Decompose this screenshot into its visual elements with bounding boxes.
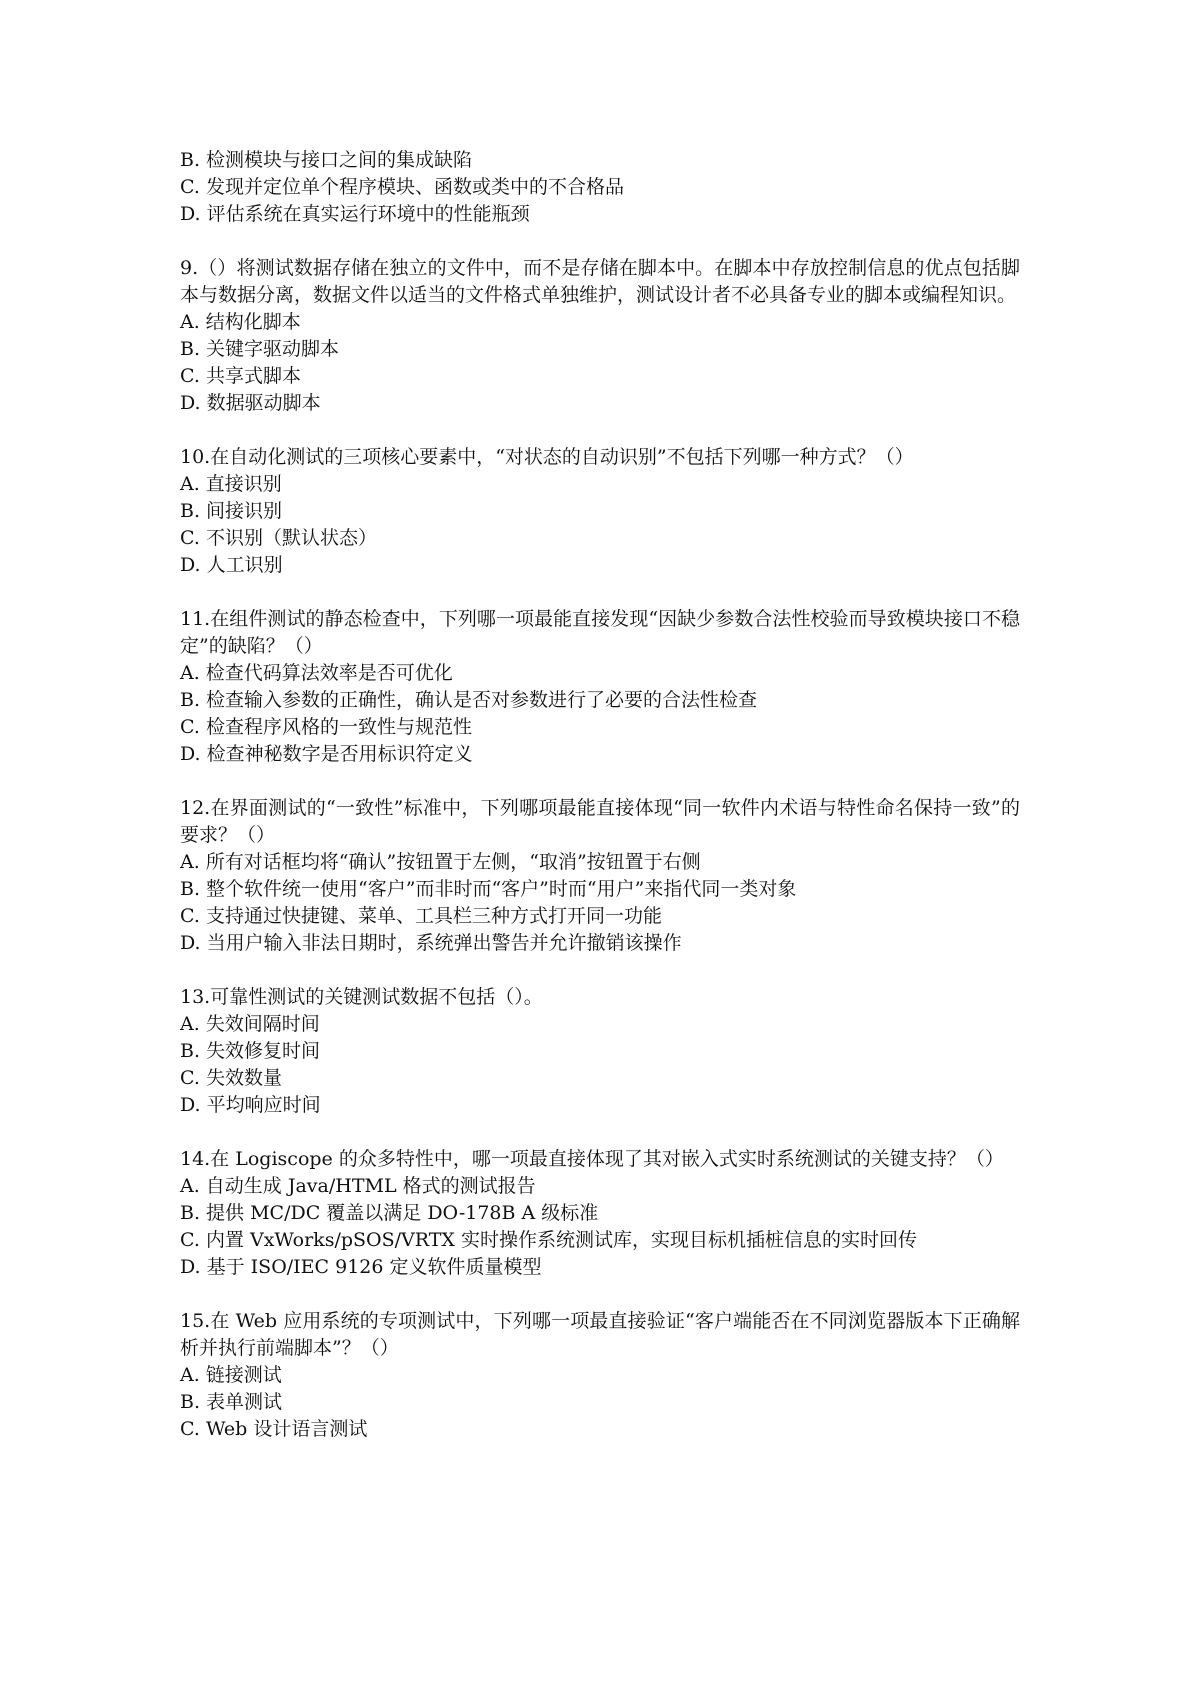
question-13: [180, 984, 1020, 1119]
option-c: C. 内置 VxWorks/pSOS/VRTX 实时操作系统测试库，实现目标机插桩信息的实时回传: [180, 1229, 917, 1251]
option-d: D. 基于 ISO/IEC 9126 定义软件质量模型: [180, 1256, 542, 1278]
option-a: A. 链接测试: [180, 1364, 282, 1386]
question-stem: 9.（）将测试数据存储在独立的文件中，而不是存储在脚本中。在脚本中存放控制信息的优点包括脚本与数据分离，数据文件以适当的文件格式单独维护，测试设计者不必具备专业的脚本或编程知识。: [180, 257, 1020, 306]
option-d: D. 检查神秘数字是否用标识符定义: [180, 743, 473, 765]
option-a: A. 自动生成 Java/HTML 格式的测试报告: [180, 1175, 536, 1197]
option-d: D. 平均响应时间: [180, 1094, 321, 1116]
option-c: C. 检查程序风格的一致性与规范性: [180, 716, 472, 738]
option-b: B. 间接识别: [180, 500, 283, 522]
question-stem: 12.在界面测试的“一致性”标准中，下列哪项最能直接体现“同一软件内术语与特性命名保持一致”的要求？（）: [180, 797, 1020, 846]
option-c: C. 共享式脚本: [180, 365, 301, 387]
option-a: A. 结构化脚本: [180, 311, 301, 333]
question-10: [180, 444, 1020, 579]
option-a: A. 失效间隔时间: [180, 1013, 320, 1035]
option-b: B. 检查输入参数的正确性，确认是否对参数进行了必要的合法性检查: [180, 689, 758, 711]
question-9: [180, 255, 1020, 417]
option-d: D. 当用户输入非法日期时，系统弹出警告并允许撤销该操作: [180, 932, 682, 954]
question-stem: 10.在自动化测试的三项核心要素中，“对状态的自动识别”不包括下列哪一种方式？（）: [180, 446, 914, 468]
document-page: [180, 147, 1020, 1443]
option-b: B. 表单测试: [180, 1391, 283, 1413]
option-a: A. 检查代码算法效率是否可优化: [180, 662, 453, 684]
question-14: [180, 1146, 1020, 1281]
option-a: A. 直接识别: [180, 473, 282, 495]
question-stem: 13.可靠性测试的关键测试数据不包括（）。: [180, 986, 543, 1008]
question-11: [180, 606, 1020, 768]
option-b: B. 关键字驱动脚本: [180, 338, 340, 360]
option-b: B. 整个软件统一使用“客户”而非时而“客户”时而“用户”来指代同一类对象: [180, 878, 797, 900]
option-c: C. Web 设计语言测试: [180, 1418, 368, 1440]
option-d: D. 评估系统在真实运行环境中的性能瓶颈: [180, 203, 530, 225]
option-d: D. 数据驱动脚本: [180, 392, 321, 414]
option-b: B. 检测模块与接口之间的集成缺陷: [180, 149, 473, 171]
question-15: [180, 1308, 1020, 1443]
option-b: B. 提供 MC/DC 覆盖以满足 DO-178B A 级标准: [180, 1202, 599, 1224]
option-c: C. 发现并定位单个程序模块、函数或类中的不合格品: [180, 176, 624, 198]
option-c: C. 失效数量: [180, 1067, 282, 1089]
option-b: B. 失效修复时间: [180, 1040, 321, 1062]
option-c: C. 支持通过快捷键、菜单、工具栏三种方式打开同一功能: [180, 905, 662, 927]
option-c: C. 不识别（默认状态）: [180, 527, 377, 549]
question-12: [180, 795, 1020, 957]
question-stem: 14.在 Logiscope 的众多特性中，哪一项最直接体现了其对嵌入式实时系统测试的关键支持？（）: [180, 1148, 1004, 1170]
question-stem: 11.在组件测试的静态检查中，下列哪一项最能直接发现“因缺少参数合法性校验而导致模块接口不稳定”的缺陷？（）: [180, 608, 1020, 657]
option-a: A. 所有对话框均将“确认”按钮置于左侧，“取消”按钮置于右侧: [180, 851, 701, 873]
question-8-continued: [180, 147, 1020, 228]
question-stem: 15.在 Web 应用系统的专项测试中，下列哪一项最直接验证“客户端能否在不同浏览器版本下正确解析并执行前端脚本”？（）: [180, 1310, 1020, 1359]
option-d: D. 人工识别: [180, 554, 283, 576]
